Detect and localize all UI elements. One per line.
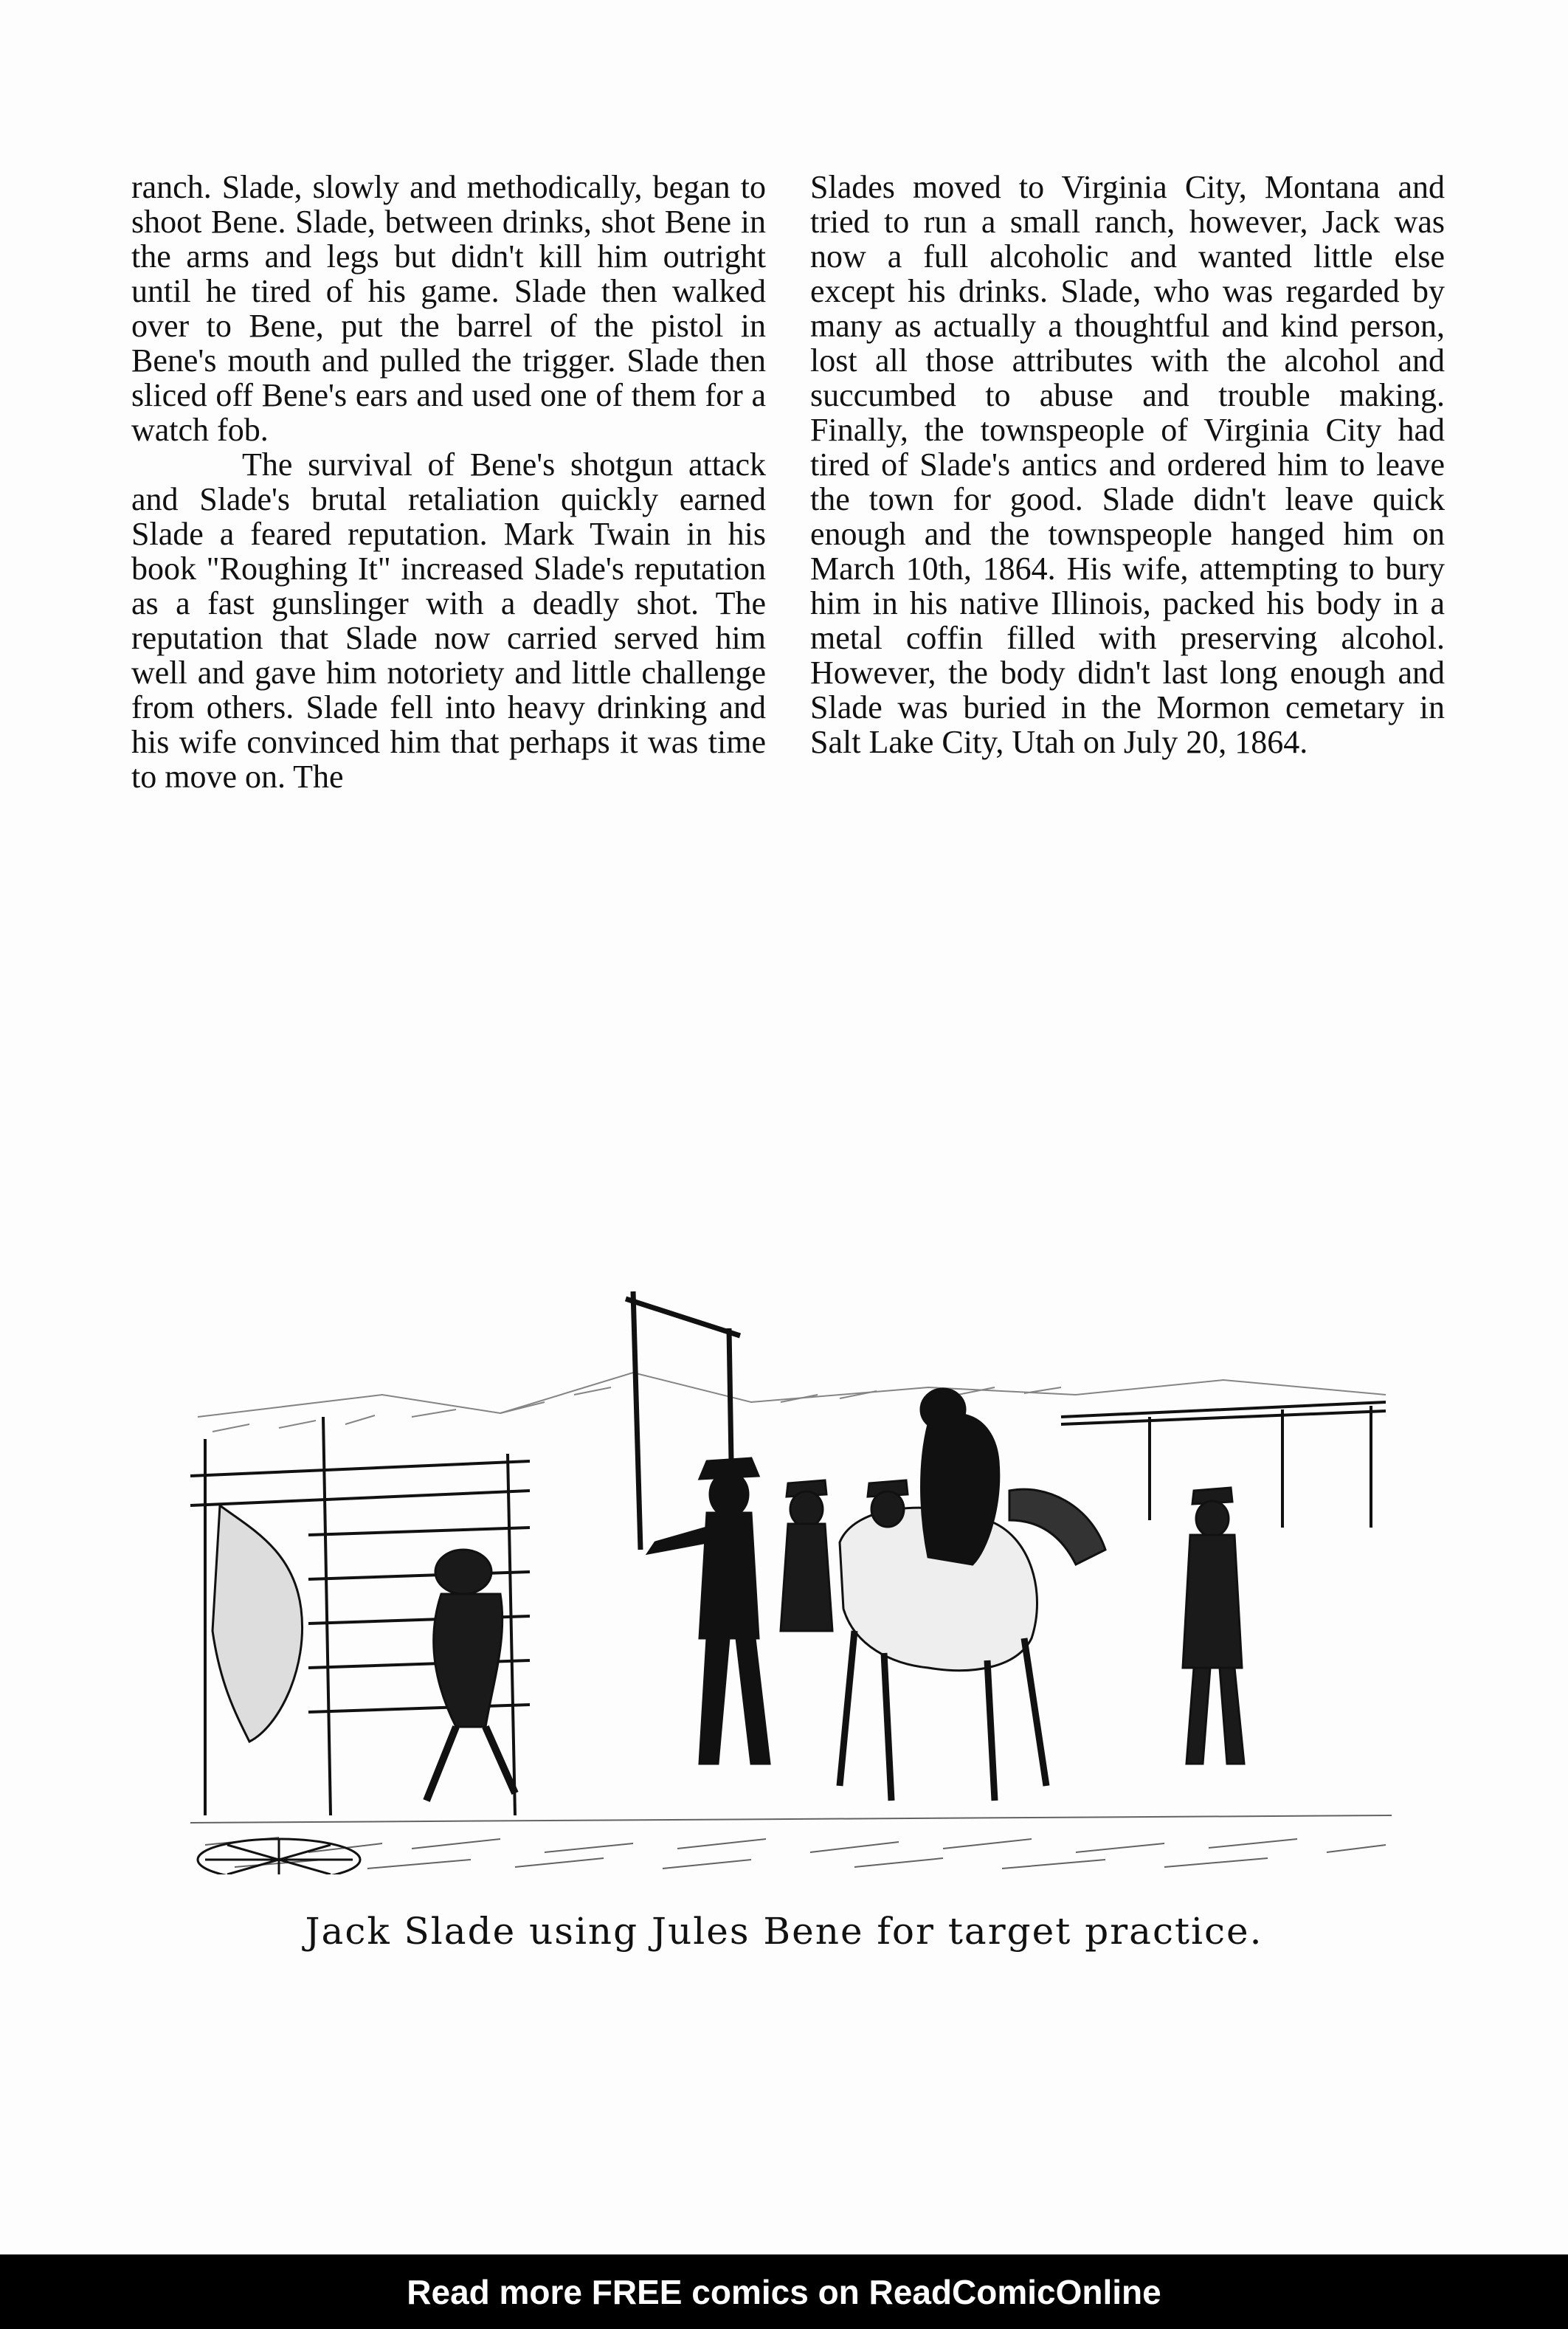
article-columns xyxy=(131,170,1445,819)
left-paragraph-1: ranch. Slade, slowly and methodically, began to shoot Bene. Slade, between drinks, shot Bene in the arms and legs but didn't kill him outright until he tired of his game. Slade then walked over to Bene, put the barrel of the pistol in Bene's mouth and pulled the trigger. Slade then sliced off Bene's ears and used one of them for a watch fob. xyxy=(131,169,766,448)
illustration-pen-ink-corral-scene xyxy=(190,1284,1392,1874)
illustration-caption: Jack Slade using Jules Bene for target practice. xyxy=(305,1910,1263,1953)
promo-footer-link[interactable]: Read more FREE comics on ReadComicOnline xyxy=(407,2272,1161,2311)
right-paragraph-1: Slades moved to Virginia City, Montana and tried to run a small ranch, however, Jack was now a full alcoholic and wanted little else except his drinks. Slade, who was regarded by many as actually a thoughtful and kind person, lost all those attributes with the alcohol and succumbed to abuse and trouble making. Finally, the townspeople of Virginia City had tired of Slade's antics and ordered him to leave the town for good. Slade didn't leave quick enough and the townspeople hanged him on March 10th, 1864. His wife, attempting to bury him in his native Illinois, packed his body in a metal coffin filled with preserving alcohol. However, the body didn't last long enough and Slade was buried in the Mormon cemetary in Salt Lake City, Utah on July 20, 1864. xyxy=(810,169,1445,760)
left-paragraph-2: The survival of Bene's shotgun attack and Slade's brutal retaliation quickly earned Slade a feared reputation. Mark Twain in his book "Roughing It" increased Slade's reputation as a fast gunslinger with a deadly shot. The reputation that Slade now carried served him well and gave him notoriety and little challenge from others. Slade fell into heavy drinking and his wife convinced him that perhaps it was time to move on. The xyxy=(131,446,766,795)
left-column xyxy=(131,170,766,794)
promo-footer-banner[interactable] xyxy=(0,2254,1568,2329)
illustration-drawing xyxy=(190,1284,1392,1874)
right-column xyxy=(810,170,1445,759)
